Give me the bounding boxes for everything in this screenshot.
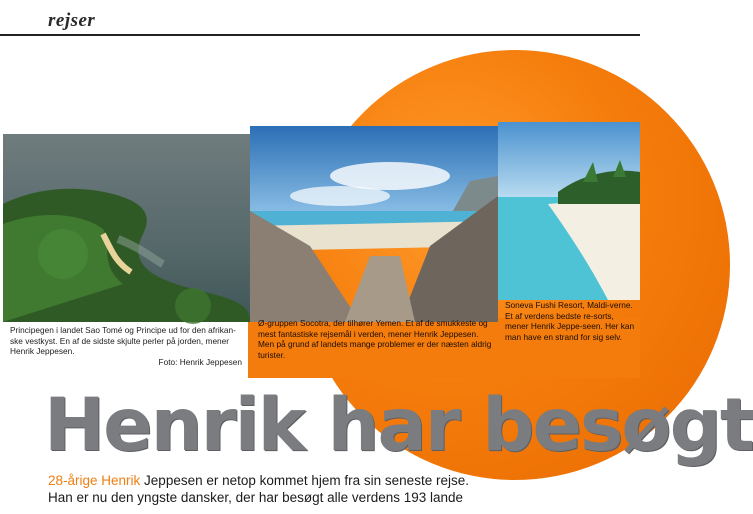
lead-line2: Han er nu den yngste dansker, der har besøgt alle verdens 193 lande [48,490,464,505]
lead-highlight: 28-årige Henrik [48,473,141,488]
photo-credit: Foto: Henrik Jeppesen [158,356,242,367]
photo-socotra [250,126,498,322]
caption-sao-tome [10,325,246,367]
photo-sao-tome-island [3,134,250,322]
section-label: rejser [48,10,96,31]
lead-paragraph [48,472,638,506]
caption-maldives: Soneva Fushi Resort, Maldi-verne. Et af verdens bedste re-sorts, mener Henrik Jeppe-seen. Her kan man have en strand for sig selv. [505,300,635,342]
headline: Henrik har besøgt [44,383,753,468]
section-rule [0,34,640,36]
caption-sao-tome-text: Principegen i landet Sao Tomé og Principe ud for den afrikan-ske vestkyst. En af de sidste skjulte perler på jorden, mener Henrik Jeppesen. [10,325,236,356]
photo-maldives-beach [498,122,640,300]
caption-socotra: Ø-gruppen Socotra, der tilhører Yemen. Et af de smukkeste og mest fantastiske rejsemål i verden, mener Henrik Jeppesen. Men på grund af landets mange problemer er der næsten aldrig turister. [258,318,492,360]
lead-line1-rest: Jeppesen er netop kommet hjem fra sin seneste rejse. [140,473,469,488]
